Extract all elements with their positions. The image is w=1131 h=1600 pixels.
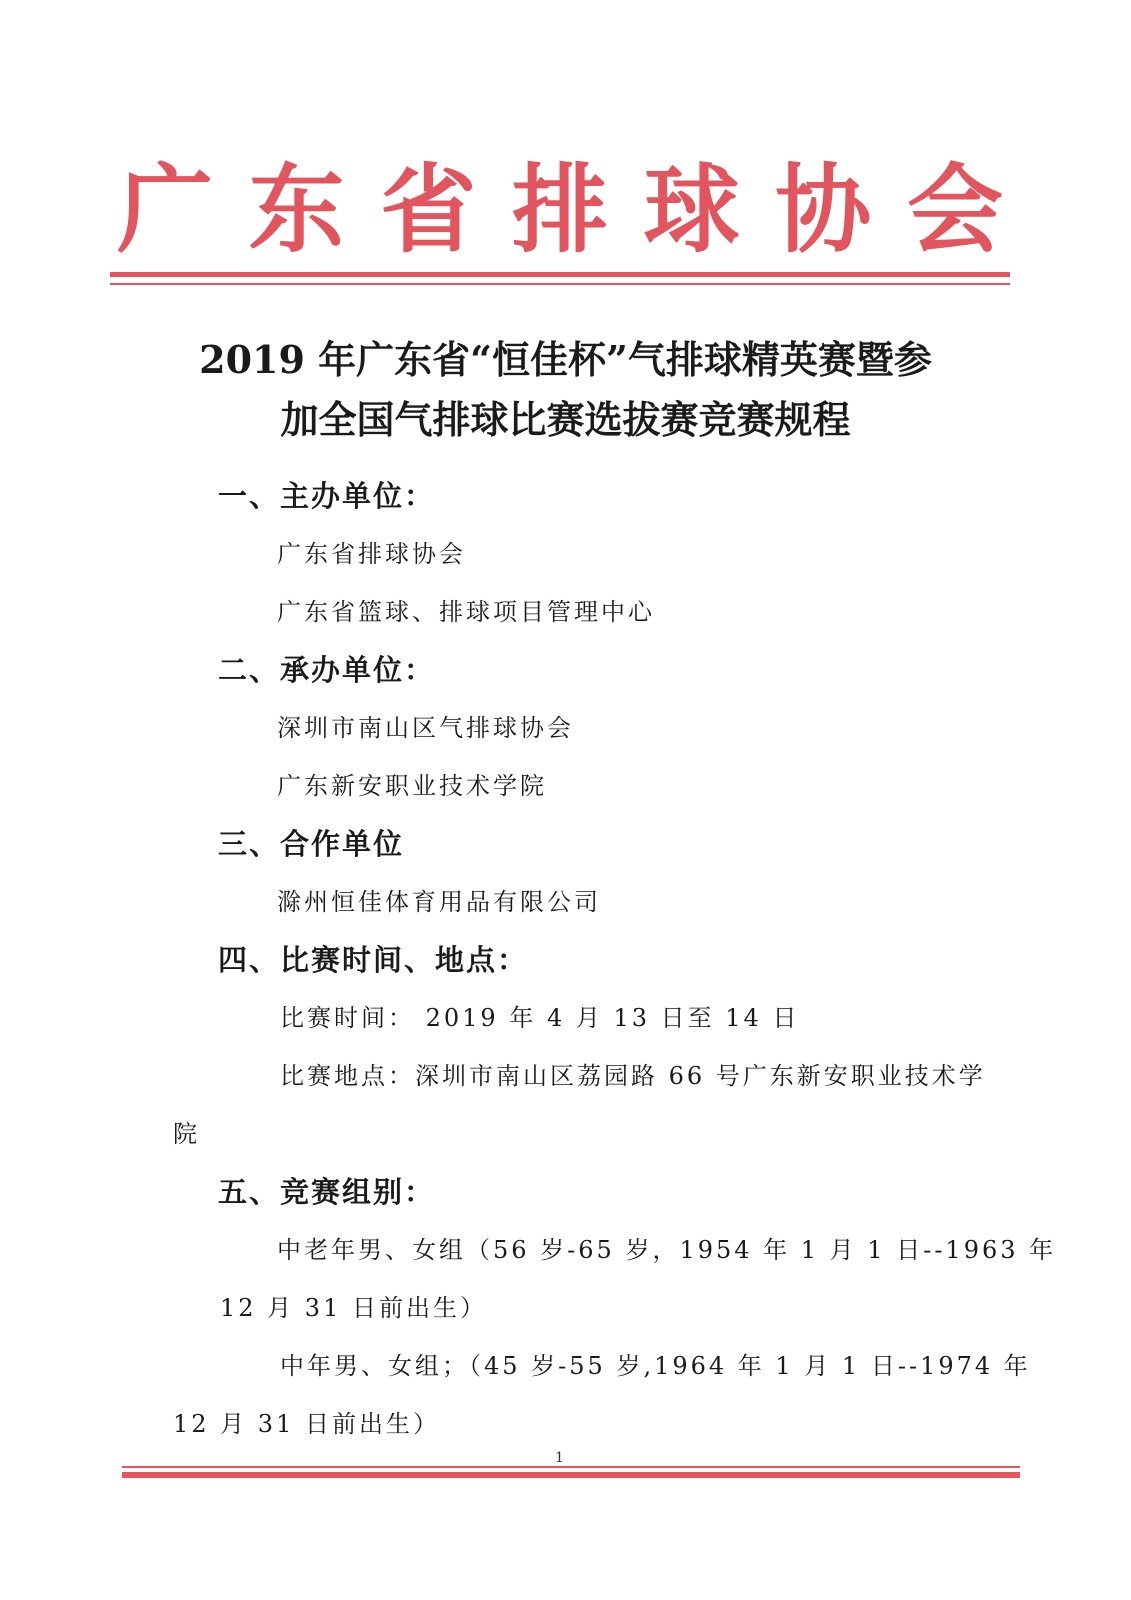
letterhead-char: 排 bbox=[511, 153, 608, 266]
section-heading-host: 二、承办单位： bbox=[218, 653, 436, 687]
group-middle-line-2: 12 月 31 日前出生） bbox=[173, 1410, 440, 1438]
partner-item: 滁州恒佳体育用品有限公司 bbox=[277, 888, 601, 916]
section-heading-groups: 五、竞赛组别： bbox=[218, 1175, 436, 1209]
organizer-item: 广东省排球协会 bbox=[277, 540, 466, 568]
letterhead-char: 协 bbox=[775, 153, 872, 266]
page-number: 1 bbox=[555, 1450, 564, 1466]
letterhead-char: 会 bbox=[906, 153, 1003, 266]
footer-rule-thick bbox=[122, 1472, 1020, 1478]
host-item: 深圳市南山区气排球协会 bbox=[277, 714, 574, 742]
footer-rule-thin bbox=[122, 1466, 1020, 1468]
group-senior-line-1: 中老年男、女组（56 岁-65 岁，1954 年 1 月 1 日--1963 年 bbox=[277, 1236, 1057, 1264]
letterhead-char: 东 bbox=[248, 153, 345, 266]
match-time: 比赛时间： 2019 年 4 月 13 日至 14 日 bbox=[280, 1004, 800, 1032]
group-senior-line-2: 12 月 31 日前出生） bbox=[220, 1294, 487, 1322]
group-middle-line-1: 中年男、女组；（45 岁-55 岁,1964 年 1 月 1 日--1974 年 bbox=[280, 1352, 1031, 1380]
document-title-line-1: 2019 年广东省“恒佳杯”气排球精英赛暨参 bbox=[199, 337, 932, 382]
host-item: 广东新安职业技术学院 bbox=[277, 772, 547, 800]
section-heading-partner: 三、合作单位 bbox=[218, 827, 405, 861]
match-place-line-1: 比赛地点：深圳市南山区荔园路 66 号广东新安职业技术学 bbox=[280, 1062, 986, 1090]
letterhead-rule-thin bbox=[110, 283, 1010, 285]
letterhead-char: 省 bbox=[380, 153, 477, 266]
organizer-item: 广东省篮球、排球项目管理中心 bbox=[277, 598, 655, 626]
letterhead-char: 广 bbox=[117, 153, 213, 266]
letterhead-rule-thick bbox=[110, 272, 1010, 277]
letterhead-char: 球 bbox=[643, 153, 740, 266]
section-heading-time-place: 四、比赛时间、地点： bbox=[218, 943, 529, 977]
document-title-line-2: 加全国气排球比赛选拔赛竞赛规程 bbox=[280, 397, 851, 442]
match-place-line-2: 院 bbox=[173, 1120, 200, 1148]
letterhead bbox=[110, 150, 1010, 270]
section-heading-organizer: 一、主办单位： bbox=[218, 479, 436, 513]
